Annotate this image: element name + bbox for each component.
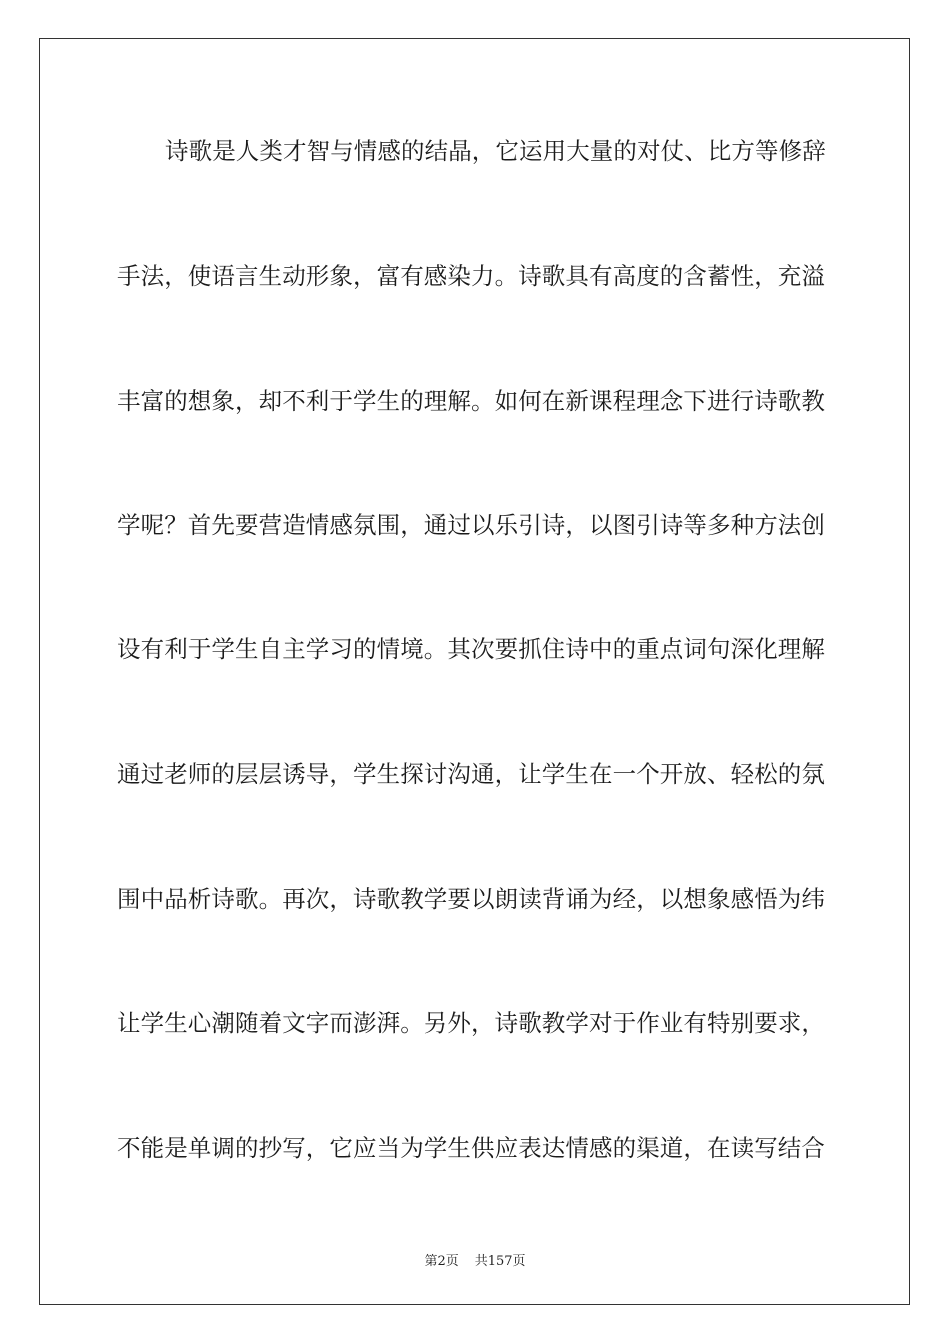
page-border xyxy=(39,38,910,1305)
text-line: 通过老师的层层诱导，学生探讨沟通，让学生在一个开放、轻松的氛 xyxy=(117,760,825,788)
text-line: 诗歌是人类才智与情感的结晶，它运用大量的对仗、比方等修辞 xyxy=(165,137,826,165)
text-line: 学呢？首先要营造情感氛围，通过以乐引诗，以图引诗等多种方法创 xyxy=(117,511,825,539)
text-line: 手法，使语言生动形象，富有感染力。诗歌具有高度的含蓄性，充溢 xyxy=(117,262,825,290)
text-line: 不能是单调的抄写，它应当为学生供应表达情感的渠道，在读写结合 xyxy=(117,1134,825,1162)
page-current: 第2页 xyxy=(424,1254,459,1269)
text-line: 围中品析诗歌。再次，诗歌教学要以朗读背诵为经，以想象感悟为纬 xyxy=(117,885,825,913)
text-line: 让学生心潮随着文字而澎湃。另外，诗歌教学对于作业有特别要求， xyxy=(117,1009,825,1037)
text-line: 设有利于学生自主学习的情境。其次要抓住诗中的重点词句深化理解 xyxy=(117,635,825,663)
text-line: 丰富的想象，却不利于学生的理解。如何在新课程理念下进行诗歌教 xyxy=(117,387,825,415)
page-footer xyxy=(0,1250,950,1269)
page-total: 共157页 xyxy=(474,1254,526,1269)
